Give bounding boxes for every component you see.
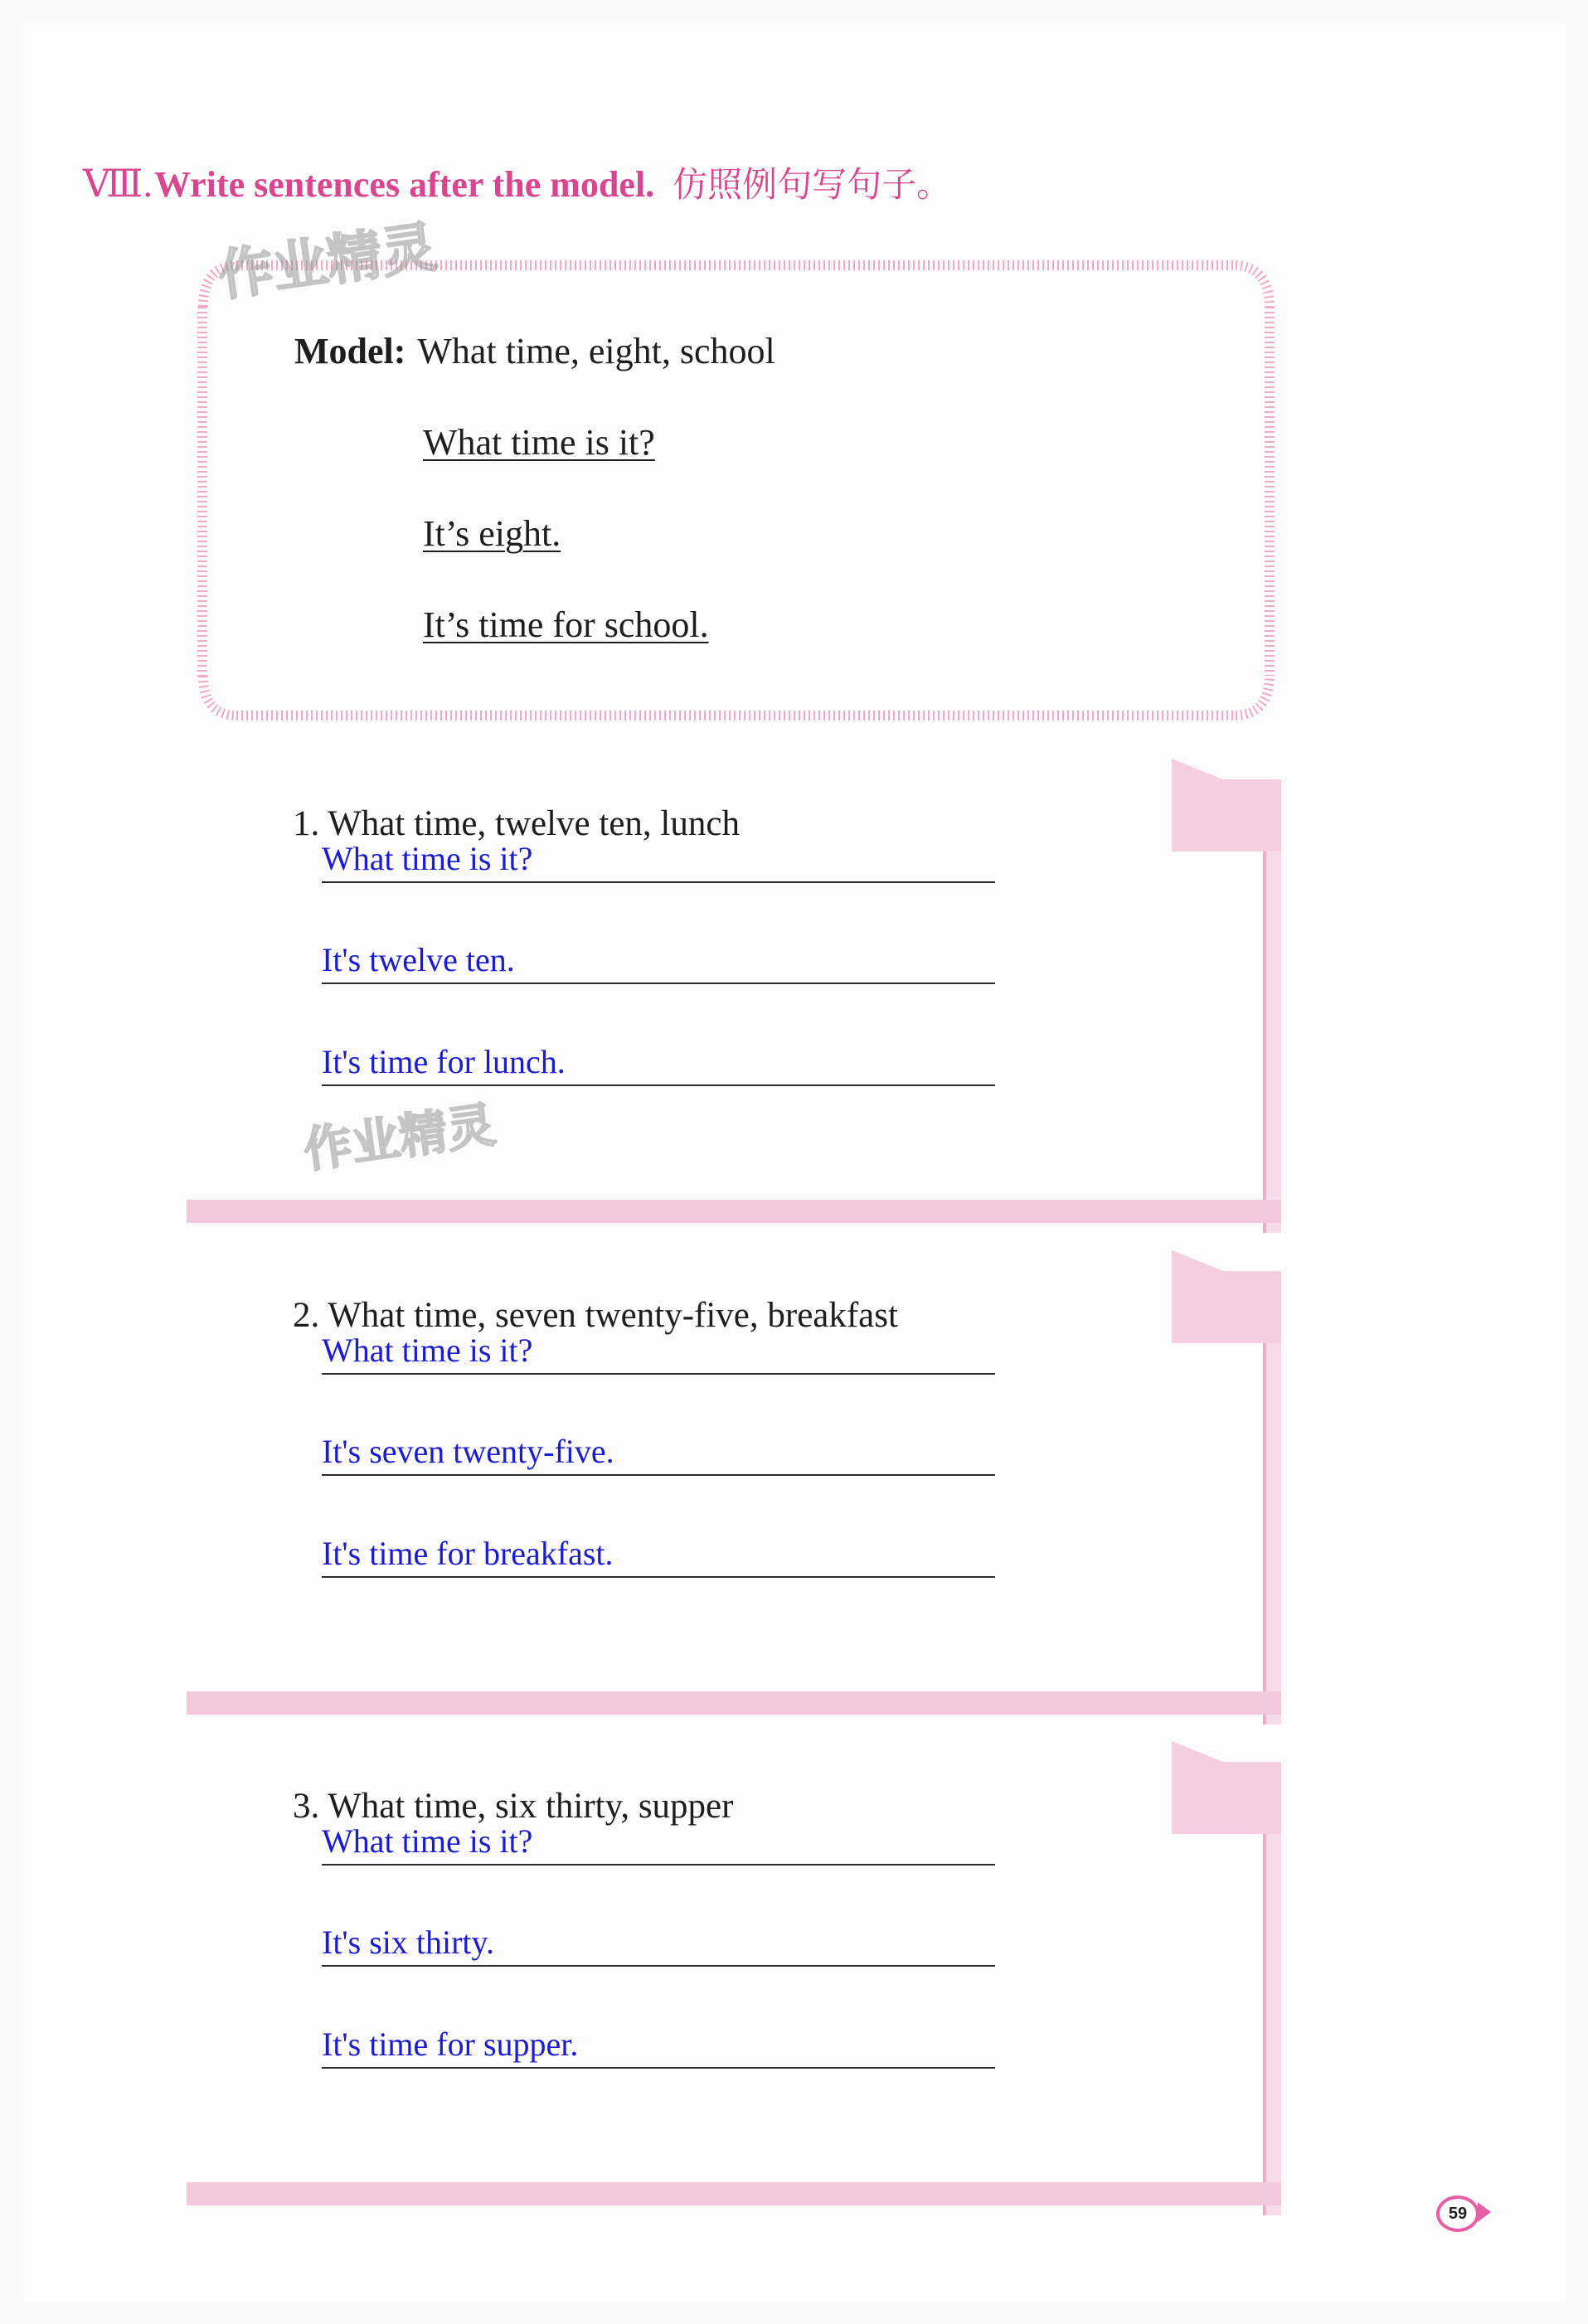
- question-prompt: 3. What time, six thirty, supper: [293, 1787, 734, 1826]
- model-frame: [195, 257, 1277, 725]
- question-section-3: [187, 1741, 1281, 2239]
- watermark-logo: 作业精灵: [300, 1096, 499, 1179]
- answer-field-1[interactable]: [322, 832, 995, 883]
- section-number: Ⅷ.: [83, 163, 153, 205]
- answer-text: It's time for lunch.: [322, 1043, 566, 1080]
- question-section-2: [187, 1250, 1281, 1748]
- answer-text: It's six thirty.: [322, 1924, 494, 1961]
- answer-field-2[interactable]: [322, 933, 995, 984]
- answer-field-1[interactable]: [322, 1323, 995, 1375]
- answer-text: It's seven twenty-five.: [322, 1433, 614, 1470]
- answer-text: It's time for breakfast.: [322, 1535, 614, 1572]
- instruction-chinese: 仿照例句写句子。: [673, 164, 952, 205]
- model-box: [195, 257, 1277, 725]
- watermark-logo: 作业精灵: [214, 214, 440, 308]
- answer-text: It's twelve ten.: [322, 941, 515, 978]
- model-line-3: It’s time for school.: [423, 604, 709, 645]
- model-prompt: [294, 330, 775, 372]
- question-prompt: 2. What time, seven twenty-five, breakfast: [293, 1296, 898, 1335]
- model-prompt-text: What time, eight, school: [417, 331, 775, 371]
- answer-field-2[interactable]: [322, 1424, 995, 1476]
- answer-field-1[interactable]: [322, 1814, 995, 1866]
- answer-field-3[interactable]: [322, 2017, 995, 2069]
- answer-field-3[interactable]: [322, 1035, 995, 1086]
- exercise-heading: [83, 158, 951, 216]
- model-line-2: It’s eight.: [423, 513, 561, 554]
- model-line-1: What time is it?: [423, 422, 655, 463]
- answer-text: What time is it?: [322, 1332, 533, 1369]
- answer-text: It's time for supper.: [322, 2026, 579, 2063]
- answer-field-3[interactable]: [322, 1526, 995, 1578]
- answer-text: What time is it?: [322, 840, 533, 877]
- question-prompt: 1. What time, twelve ten, lunch: [293, 804, 740, 843]
- page-number-tab-icon: [1478, 2202, 1491, 2222]
- instruction-english: Write sentences after the model.: [153, 164, 655, 205]
- answer-field-2[interactable]: [322, 1915, 995, 1967]
- page-number: 59: [1436, 2195, 1479, 2232]
- model-label: Model:: [294, 331, 406, 371]
- question-section-1: [187, 759, 1281, 1256]
- answer-text: What time is it?: [322, 1822, 533, 1860]
